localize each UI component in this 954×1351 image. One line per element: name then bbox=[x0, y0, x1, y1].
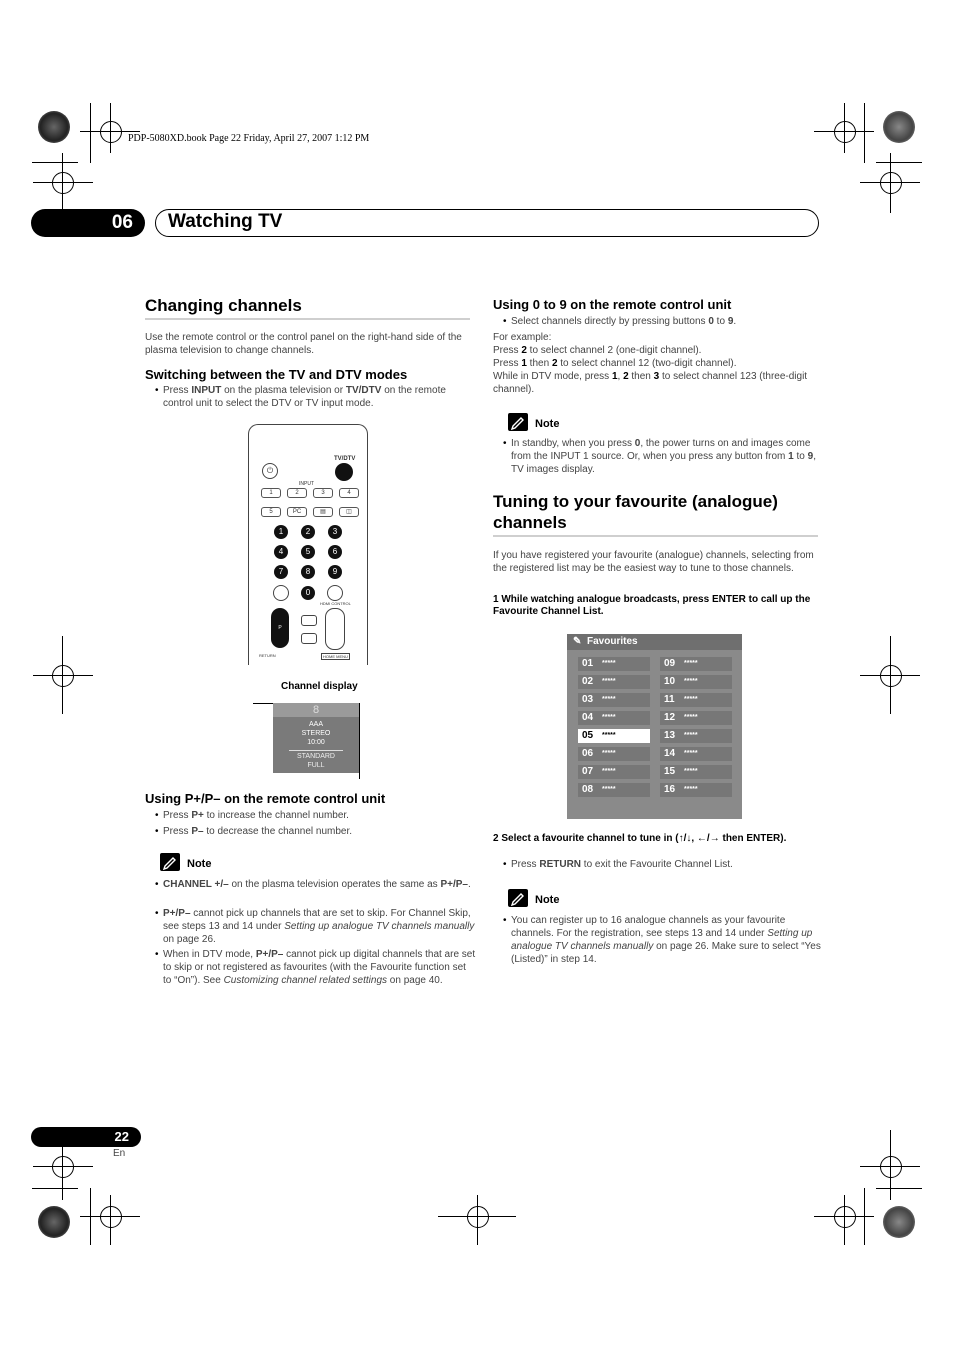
channel-display-osd bbox=[273, 703, 359, 773]
favourite-channel-number: 14 bbox=[664, 748, 676, 759]
note-pencil-icon bbox=[508, 413, 528, 431]
crosshair-mark bbox=[834, 1206, 856, 1228]
number-9-button[interactable]: 9 bbox=[328, 565, 342, 579]
favourites-icon: ✎ bbox=[573, 636, 582, 647]
input-pc-button[interactable]: PC bbox=[287, 507, 307, 517]
registration-mark bbox=[883, 111, 915, 143]
example-line-2: Press 2 to select channel 2 (one-digit channel). bbox=[493, 345, 702, 356]
registration-mark bbox=[38, 111, 70, 143]
crosshair-mark bbox=[52, 665, 74, 687]
channel-number: 8 bbox=[273, 703, 359, 717]
channel-name: AAA bbox=[308, 721, 323, 728]
input-5-button[interactable]: 5 bbox=[261, 507, 281, 517]
favourite-channel-number: 08 bbox=[582, 784, 594, 795]
book-meta: PDP-5080XD.book Page 22 Friday, April 27, 2007 1:12 PM bbox=[128, 133, 370, 144]
favourite-channel-name: ***** bbox=[602, 714, 616, 721]
favourites-intro: If you have registered your favourite (analogue) channels, selecting from the registered list may be the easiest way to tune to those channels. bbox=[493, 550, 814, 574]
example-line-1: For example: bbox=[493, 332, 552, 343]
crosshair-mark bbox=[52, 1156, 74, 1178]
audio-mode: STEREO bbox=[301, 730, 331, 737]
left-note-3: • When in DTV mode, P+/P– cannot pick up digital channels that are set to skip or not registered as favourites (with the Favourite function set to “On”). See Customizing channel related settings on page 40. bbox=[155, 948, 477, 987]
favourite-channel-number: 02 bbox=[582, 676, 594, 687]
crosshair-mark bbox=[834, 121, 856, 143]
split-icon-button[interactable]: ◫ bbox=[339, 507, 359, 517]
favourite-channel-name: ***** bbox=[684, 750, 698, 757]
favourite-channel-item[interactable] bbox=[578, 729, 650, 743]
subheading-switch-modes: Switching between the TV and DTV modes bbox=[145, 367, 408, 382]
favourite-channel-number: 12 bbox=[664, 712, 676, 723]
crosshair-mark bbox=[467, 1206, 489, 1228]
favourites-header-label: Favourites bbox=[587, 636, 638, 647]
screen-icon-button[interactable]: ▤ bbox=[313, 507, 333, 517]
favourite-channel-name: ***** bbox=[602, 768, 616, 775]
input-label: INPUT bbox=[299, 481, 314, 487]
favourite-channel-number: 07 bbox=[582, 766, 594, 777]
crosshair-mark bbox=[880, 665, 902, 687]
av-mode: STANDARD bbox=[297, 753, 335, 760]
favourite-channel-item[interactable] bbox=[578, 693, 650, 707]
step-2-bullet: • Press RETURN to exit the Favourite Channel List. bbox=[503, 858, 825, 871]
section-title-changing-channels: Changing channels bbox=[145, 296, 302, 315]
example-line-3: Press 1 then 2 to select channel 12 (two-digit channel). bbox=[493, 358, 737, 369]
favourite-channel-item[interactable] bbox=[660, 747, 732, 761]
volume-rocker[interactable] bbox=[325, 608, 345, 650]
favourite-channel-name: ***** bbox=[684, 786, 698, 793]
crosshair-mark bbox=[100, 1206, 122, 1228]
favourite-channel-item[interactable] bbox=[578, 747, 650, 761]
favourite-channel-number: 13 bbox=[664, 730, 676, 741]
note-label: Note bbox=[535, 894, 560, 906]
favourite-channel-name: ***** bbox=[684, 660, 698, 667]
favourite-channel-number: 10 bbox=[664, 676, 676, 687]
chapter-number: 06 bbox=[31, 209, 145, 237]
note-label: Note bbox=[187, 858, 212, 870]
switch-bullet: • Press INPUT on the plasma television or TV/DTV on the remote control unit to select the DTV or TV input mode. bbox=[155, 384, 477, 410]
favourite-channel-name: ***** bbox=[684, 732, 698, 739]
favourite-channel-item[interactable] bbox=[660, 693, 732, 707]
intro-text: Use the remote control or the control panel on the right-hand side of the plasma television to change channels. bbox=[145, 332, 462, 356]
digits-bullet: • Select channels directly by pressing buttons 0 to 9. bbox=[503, 315, 825, 328]
note-pencil-icon bbox=[508, 889, 528, 907]
favourite-channel-number: 01 bbox=[582, 658, 594, 669]
favourite-channel-name: ***** bbox=[684, 678, 698, 685]
favourite-channel-number: 09 bbox=[664, 658, 676, 669]
example-line-4: While in DTV mode, press 1, 2 then 3 to select channel 123 (three-digit channel). bbox=[493, 371, 808, 395]
right-note-1: • In standby, when you press 0, the power turns on and images come from the INPUT 1 source. Or, when you press any button from 1 to 9, TV images display. bbox=[503, 437, 825, 476]
registration-mark bbox=[883, 1206, 915, 1238]
favourite-channel-name: ***** bbox=[684, 696, 698, 703]
favourite-channel-name: ***** bbox=[602, 660, 616, 667]
favourite-channel-item[interactable] bbox=[660, 765, 732, 779]
favourite-channel-number: 04 bbox=[582, 712, 594, 723]
home-menu-label[interactable]: HOME MENU bbox=[323, 654, 348, 659]
subheading-digits: Using 0 to 9 on the remote control unit bbox=[493, 297, 732, 312]
language-label: En bbox=[113, 1148, 126, 1159]
favourites-list-osd bbox=[567, 634, 742, 819]
section-rule bbox=[493, 535, 818, 537]
favourite-channel-number: 11 bbox=[664, 694, 675, 705]
favourite-channel-item[interactable] bbox=[578, 657, 650, 671]
input-1-button[interactable]: 1 bbox=[261, 488, 281, 498]
channel-rocker[interactable]: P bbox=[271, 608, 289, 648]
crosshair-mark bbox=[52, 172, 74, 194]
crosshair-mark bbox=[100, 121, 122, 143]
favourite-channel-number: 05 bbox=[582, 730, 594, 741]
favourite-channel-item[interactable] bbox=[660, 729, 732, 743]
number-3-button[interactable]: 3 bbox=[328, 525, 342, 539]
step-1: 1 While watching analogue broadcasts, press ENTER to call up the Favourite Channel List. bbox=[493, 594, 811, 617]
power-icon[interactable]: ⏻ bbox=[262, 463, 278, 479]
favourite-channel-number: 06 bbox=[582, 748, 594, 759]
right-note-2: • You can register up to 16 analogue channels as your favourite channels. For the registration, see steps 13 and 14 under Setting up analogue TV channels manually on page 26. Make sure to select “Yes (Listed)” in step 14. bbox=[503, 914, 825, 966]
number-4-button[interactable]: 4 bbox=[274, 545, 288, 559]
hdmi-control-label: HDMI CONTROL bbox=[320, 601, 351, 606]
favourite-channel-item[interactable] bbox=[578, 711, 650, 725]
number-1-button[interactable]: 1 bbox=[274, 525, 288, 539]
section-rule bbox=[145, 318, 470, 320]
tvdtv-button[interactable] bbox=[335, 463, 353, 481]
favourite-channel-name: ***** bbox=[602, 678, 616, 685]
left-note-2: • P+/P– cannot pick up channels that are set to skip. For Channel Skip, see steps 13 and 14 under Setting up analogue TV channels manually on page 26. bbox=[155, 907, 477, 946]
subheading-pp: Using P+/P– on the remote control unit bbox=[145, 791, 386, 806]
blank-button[interactable] bbox=[327, 585, 343, 601]
input-3-button[interactable]: 3 bbox=[313, 488, 333, 498]
favourite-channel-number: 03 bbox=[582, 694, 594, 705]
left-note-1: • CHANNEL +/– on the plasma television operates the same as P+/P–. bbox=[155, 878, 477, 891]
number-0-button[interactable]: 0 bbox=[301, 586, 315, 600]
favourite-channel-item[interactable] bbox=[660, 657, 732, 671]
input-2-button[interactable]: 2 bbox=[287, 488, 307, 498]
favourite-channel-item[interactable] bbox=[660, 711, 732, 725]
section-title-favourites: Tuning to your favourite (analogue) channels bbox=[493, 492, 778, 532]
favourite-channel-item[interactable] bbox=[660, 675, 732, 689]
favourites-header bbox=[567, 634, 742, 650]
favourite-channel-name: ***** bbox=[602, 750, 616, 757]
chapter-title: Watching TV bbox=[168, 211, 283, 232]
remote-control-illustration bbox=[248, 424, 368, 665]
tvdtv-label: TV/DTV bbox=[334, 456, 356, 462]
crosshair-mark bbox=[880, 1156, 902, 1178]
favourite-channel-number: 15 bbox=[664, 766, 676, 777]
page-number: 22 bbox=[31, 1127, 141, 1147]
channel-display-label: Channel display bbox=[281, 681, 358, 692]
favourite-channel-number: 16 bbox=[664, 784, 676, 795]
info-button[interactable] bbox=[273, 585, 289, 601]
return-label: RETURN bbox=[259, 653, 276, 658]
pp-bullet-1: • Press P+ to increase the channel number. bbox=[155, 809, 477, 822]
pp-bullet-2: • Press P– to decrease the channel number. bbox=[155, 825, 477, 838]
favourite-channel-item[interactable] bbox=[578, 765, 650, 779]
divider bbox=[289, 750, 343, 751]
favourite-channel-item[interactable] bbox=[578, 675, 650, 689]
number-8-button[interactable]: 8 bbox=[301, 565, 315, 579]
input-4-button[interactable]: 4 bbox=[339, 488, 359, 498]
number-7-button[interactable]: 7 bbox=[274, 565, 288, 579]
note-pencil-icon bbox=[160, 853, 180, 871]
number-5-button[interactable]: 5 bbox=[301, 545, 315, 559]
favourite-channel-name: ***** bbox=[684, 714, 698, 721]
registration-mark bbox=[38, 1206, 70, 1238]
screen-size: FULL bbox=[307, 762, 325, 769]
favourite-channel-name: ***** bbox=[602, 786, 616, 793]
note-label: Note bbox=[535, 418, 560, 430]
favourite-channel-name: ***** bbox=[602, 696, 616, 703]
mute-button[interactable] bbox=[301, 633, 317, 644]
crosshair-mark bbox=[880, 172, 902, 194]
favourite-channel-name: ***** bbox=[684, 768, 698, 775]
step-2: 2 Select a favourite channel to tune in (↑/↓, ←/→ then ENTER). bbox=[493, 833, 787, 844]
clock: 10:00 bbox=[307, 739, 325, 746]
number-2-button[interactable]: 2 bbox=[301, 525, 315, 539]
i-ii-button[interactable] bbox=[301, 615, 317, 626]
favourite-channel-item[interactable] bbox=[578, 783, 650, 797]
favourite-channel-name: ***** bbox=[602, 732, 616, 739]
number-6-button[interactable]: 6 bbox=[328, 545, 342, 559]
favourite-channel-item[interactable] bbox=[660, 783, 732, 797]
